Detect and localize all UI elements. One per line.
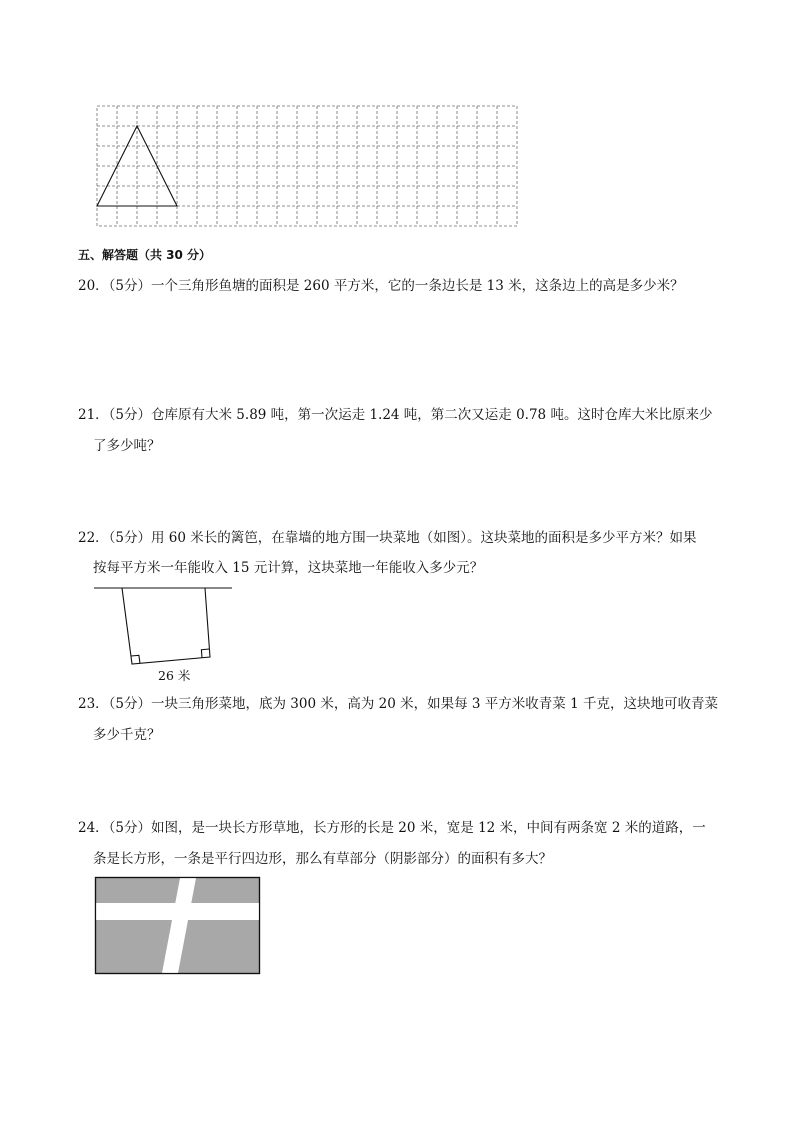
figure-label-26m: 26 米 [158, 668, 191, 683]
wall-garden-figure [94, 586, 234, 668]
question-21-line-1: 21．（5分）仓库原有大米 5.89 吨，第一次运走 1.24 吨，第二次又运走 0.78 吨。这时仓库大米比原来少 [78, 407, 713, 423]
question-24-line-2: 条是长方形，一条是平行四边形，那么有草部分（阴影部分）的面积有多大？ [93, 851, 552, 867]
question-21-line-2: 了多少吨？ [93, 438, 161, 454]
question-22-line-2: 按每平方米一年能收入 15 元计算，这块菜地一年能收入多少元？ [93, 560, 484, 576]
question-20-line-1: 20．（5分）一个三角形鱼塘的面积是 260 平方米，它的一条边长是 13 米，这条边上的高是多少米？ [78, 278, 684, 294]
right-angle-mark-right [201, 649, 209, 658]
fence-shape [122, 588, 210, 664]
question-22-line-1: 22．（5分）用 60 米长的篱笆，在靠墙的地方围一块菜地（如图）。这块菜地的面积是多少平方米？如果 [78, 530, 697, 546]
lawn-figure [94, 876, 262, 976]
question-23-line-2: 多少千克？ [93, 727, 161, 743]
question-23-line-1: 23．（5分）一块三角形菜地，底为 300 米，高为 20 米，如果每 3 平方米收青菜 1 千克，这块地可收青菜 [78, 696, 718, 712]
grid-triangle-figure [96, 105, 520, 230]
section-title: 五、解答题（共 30 分） [78, 248, 212, 262]
dashed-grid [97, 106, 517, 226]
question-24-line-1: 24．（5分）如图，是一块长方形草地，长方形的长是 20 米，宽是 12 米，中间有两条宽 2 米的道路，一 [78, 820, 706, 836]
